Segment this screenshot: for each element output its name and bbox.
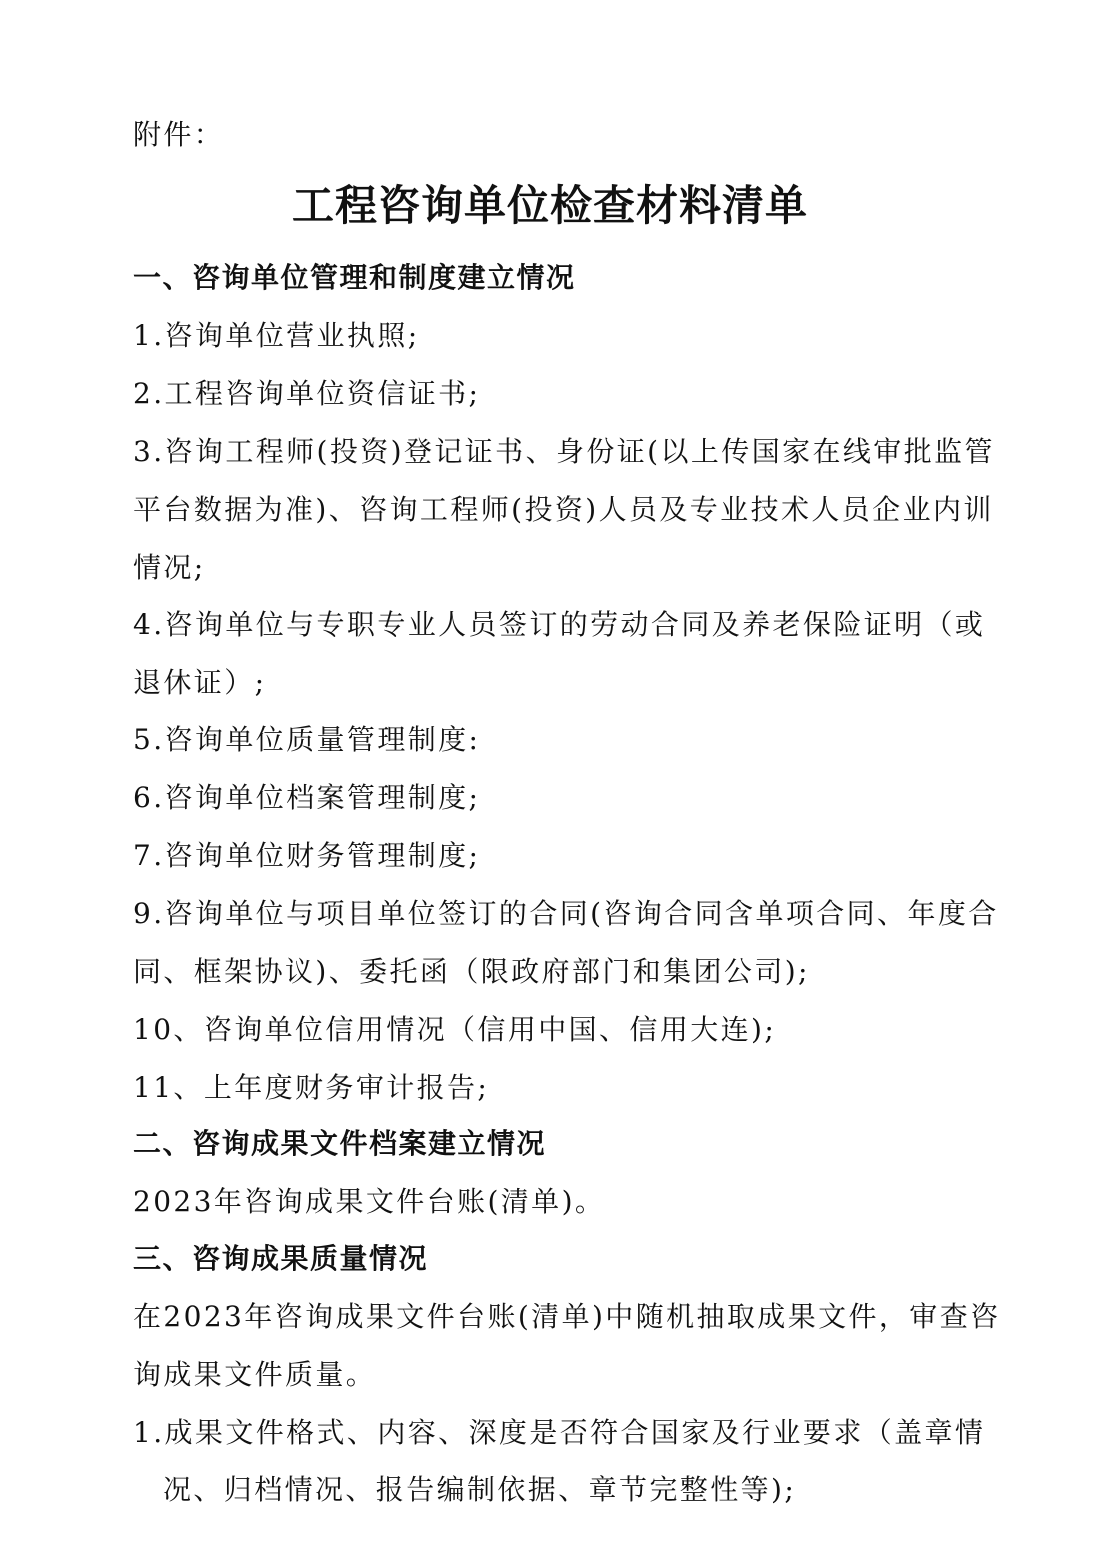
- page-title: 工程咨询单位检查材料清单: [291, 181, 808, 230]
- section-1-item-3-line-3: 情况;: [133, 551, 206, 584]
- section-3-item-1-line-2: 况、归档情况、报告编制依据、章节完整性等);: [163, 1473, 797, 1506]
- section-1-item-4-line-1: 4.咨询单位与专职专业人员签订的劳动合同及养老保险证明（或: [133, 608, 986, 641]
- section-1-heading: 一、咨询单位管理和制度建立情况: [133, 261, 576, 294]
- section-1-item-3-line-1: 3.咨询工程师(投资)登记证书、身份证(以上传国家在线审批监管: [133, 435, 995, 468]
- section-3-intro-line-2: 询成果文件质量。: [133, 1358, 377, 1391]
- section-2-item-1: 2023年咨询成果文件台账(清单)。: [133, 1185, 606, 1218]
- section-1-item-5: 5.咨询单位质量管理制度:: [133, 723, 481, 756]
- section-1-item-10: 10、咨询单位信用情况（信用中国、信用大连);: [133, 1013, 777, 1046]
- section-3-heading: 三、咨询成果质量情况: [133, 1242, 429, 1275]
- section-1-item-9-line-2: 同、框架协议)、委托函（限政府部门和集团公司);: [133, 955, 810, 988]
- section-2-heading: 二、咨询成果文件档案建立情况: [133, 1127, 547, 1160]
- section-1-item-7: 7.咨询单位财务管理制度;: [133, 839, 481, 872]
- section-1-item-2: 2.工程咨询单位资信证书;: [133, 377, 481, 410]
- section-1-item-3-line-2: 平台数据为准)、咨询工程师(投资)人员及专业技术人员企业内训: [133, 493, 994, 526]
- section-1-item-11: 11、上年度财务审计报告;: [133, 1071, 490, 1104]
- section-1-item-6: 6.咨询单位档案管理制度;: [133, 781, 481, 814]
- section-3-item-1-line-1: 1.成果文件格式、内容、深度是否符合国家及行业要求（盖章情: [133, 1416, 986, 1449]
- section-1-item-4-line-2: 退休证）;: [133, 666, 267, 699]
- section-1-item-9-line-1: 9.咨询单位与项目单位签订的合同(咨询合同含单项合同、年度合: [133, 897, 999, 930]
- attachment-label: 附件：: [133, 118, 225, 151]
- section-3-intro-line-1: 在2023年咨询成果文件台账(清单)中随机抽取成果文件，审查咨: [133, 1300, 1001, 1333]
- section-1-item-1: 1.咨询单位营业执照;: [133, 319, 420, 352]
